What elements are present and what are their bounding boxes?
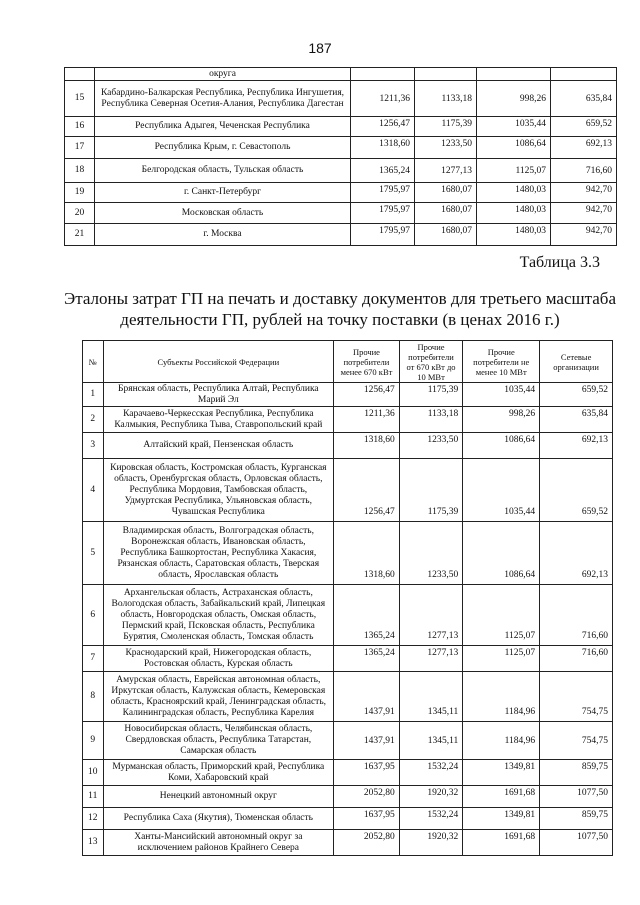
row-number: 20 — [65, 203, 95, 224]
row-number: 3 — [83, 433, 104, 459]
value-cell: 1256,47 — [334, 383, 400, 407]
value-cell: 1125,07 — [477, 159, 551, 183]
value-cell: 1086,64 — [463, 433, 540, 459]
table-row — [83, 808, 613, 830]
subjects-cell: округа — [95, 68, 351, 81]
value-cell: 1437,91 — [334, 722, 400, 760]
subjects-cell: Ханты-Мансийский автономный округ за исключением районов Крайнего Севера — [103, 830, 334, 856]
value-cell: 942,70 — [551, 203, 617, 224]
value-cell: 1349,81 — [463, 808, 540, 830]
value-cell: 1365,24 — [334, 585, 400, 646]
table-row — [83, 383, 613, 407]
value-cell: 1184,96 — [463, 672, 540, 722]
subjects-cell: Белгородская область, Тульская область — [95, 159, 351, 183]
table-row — [65, 203, 617, 224]
value-cell: 635,84 — [551, 81, 617, 117]
row-number: 21 — [65, 224, 95, 246]
header-subjects: Субъекты Российской Федерации — [103, 341, 334, 383]
subjects-cell: г. Москва — [95, 224, 351, 246]
value-cell: 1691,68 — [463, 786, 540, 808]
subjects-cell: г. Санкт-Петербург — [95, 183, 351, 203]
header-c1: Прочие потребители менее 670 кВт — [334, 341, 400, 383]
value-cell: 716,60 — [540, 585, 613, 646]
table-row — [83, 585, 613, 646]
value-cell: 1125,07 — [463, 585, 540, 646]
value-cell: 1920,32 — [399, 786, 463, 808]
value-cell: 1795,97 — [351, 224, 415, 246]
subjects-cell: Брянская область, Республика Алтай, Республика Марий Эл — [103, 383, 334, 407]
value-cell: 659,52 — [540, 383, 613, 407]
value-cell: 1233,50 — [399, 522, 463, 585]
value-cell: 1086,64 — [463, 522, 540, 585]
table-row — [65, 137, 617, 159]
value-cell: 1086,64 — [477, 137, 551, 159]
value-cell: 1437,91 — [334, 672, 400, 722]
value-cell: 692,13 — [551, 137, 617, 159]
value-cell: 1277,13 — [399, 585, 463, 646]
value-cell: 1637,95 — [334, 808, 400, 830]
header-c2: Прочие потребители от 670 кВт до 10 МВт — [399, 341, 463, 383]
value-cell: 635,84 — [540, 407, 613, 433]
row-number: 5 — [83, 522, 104, 585]
value-cell: 1318,60 — [351, 137, 415, 159]
value-cell: 1211,36 — [334, 407, 400, 433]
table-row — [83, 522, 613, 585]
value-cell: 1795,97 — [351, 183, 415, 203]
value-cell: 1680,07 — [415, 183, 477, 203]
subjects-cell: Республика Адыгея, Чеченская Республика — [95, 117, 351, 137]
subjects-cell: Владимирская область, Волгоградская область, Воронежская область, Ивановская область, Республика Башкортостан, Республика Хакасия, Рязанская область, Саратовская область, Тверская область, Ярославская область — [103, 522, 334, 585]
subjects-cell: Ненецкий автономный округ — [103, 786, 334, 808]
table-row — [83, 646, 613, 672]
row-number: 16 — [65, 117, 95, 137]
value-cell: 1318,60 — [334, 433, 400, 459]
value-cell: 942,70 — [551, 224, 617, 246]
value-cell: 1035,44 — [477, 117, 551, 137]
value-cell: 1035,44 — [463, 459, 540, 522]
value-cell: 1680,07 — [415, 224, 477, 246]
value-cell: 1795,97 — [351, 203, 415, 224]
row-number: 11 — [83, 786, 104, 808]
value-cell: 2052,80 — [334, 786, 400, 808]
value-cell: 1480,03 — [477, 224, 551, 246]
value-cell: 1532,24 — [399, 808, 463, 830]
value-cell: 1345,11 — [399, 672, 463, 722]
value-cell: 754,75 — [540, 672, 613, 722]
value-cell: 692,13 — [540, 433, 613, 459]
value-cell: 1175,39 — [399, 383, 463, 407]
value-cell: 1077,50 — [540, 786, 613, 808]
row-number: 15 — [65, 81, 95, 117]
row-number: 4 — [83, 459, 104, 522]
table-label: Таблица 3.3 — [519, 254, 600, 271]
header-row — [83, 341, 613, 383]
table-row — [65, 183, 617, 203]
value-cell: 716,60 — [551, 159, 617, 183]
value-cell: 2052,80 — [334, 830, 400, 856]
value-cell: 1691,68 — [463, 830, 540, 856]
table-row — [83, 459, 613, 522]
value-cell: 1175,39 — [399, 459, 463, 522]
row-number: 2 — [83, 407, 104, 433]
row-number: 6 — [83, 585, 104, 646]
value-cell: 659,52 — [540, 459, 613, 522]
table-row — [83, 760, 613, 786]
subjects-cell: Республика Саха (Якутия), Тюменская область — [103, 808, 334, 830]
subjects-cell: Кабардино-Балкарская Республика, Республика Ингушетия, Республика Северная Осетия-Алания, Республика Дагестан — [95, 81, 351, 117]
table-row — [83, 407, 613, 433]
value-cell: 1480,03 — [477, 183, 551, 203]
row-number: 12 — [83, 808, 104, 830]
value-cell: 1365,24 — [351, 159, 415, 183]
value-cell: 1035,44 — [463, 383, 540, 407]
subjects-cell: Кировская область, Костромская область, Курганская область, Оренбургская область, Орловская область, Республика Мордовия, Тамбовская область, Удмуртская Республика, Ульяновская область, Чувашская Республика — [103, 459, 334, 522]
value-cell: 1077,50 — [540, 830, 613, 856]
value-cell: 754,75 — [540, 722, 613, 760]
value-cell: 1256,47 — [351, 117, 415, 137]
header-no: № — [83, 341, 104, 383]
table-row — [65, 159, 617, 183]
table-row — [83, 672, 613, 722]
value-cell: 1184,96 — [463, 722, 540, 760]
row-number: 13 — [83, 830, 104, 856]
header-c3: Прочие потребители не менее 10 МВт — [463, 341, 540, 383]
value-cell: 859,75 — [540, 760, 613, 786]
subjects-cell: Карачаево-Черкесская Республика, Республика Калмыкия, Республика Тыва, Ставропольский край — [103, 407, 334, 433]
subjects-cell: Московская область — [95, 203, 351, 224]
table-row — [65, 81, 617, 117]
value-cell: 1345,11 — [399, 722, 463, 760]
row-number: 9 — [83, 722, 104, 760]
row-number: 8 — [83, 672, 104, 722]
subjects-cell: Алтайский край, Пензенская область — [103, 433, 334, 459]
table-row-continuation — [65, 68, 617, 81]
value-cell: 998,26 — [477, 81, 551, 117]
continued-table — [64, 67, 617, 246]
value-cell: 942,70 — [551, 183, 617, 203]
value-cell: 1680,07 — [415, 203, 477, 224]
row-number: 17 — [65, 137, 95, 159]
value-cell: 1133,18 — [415, 81, 477, 117]
row-number: 1 — [83, 383, 104, 407]
page-number: 187 — [308, 40, 332, 56]
row-number: 10 — [83, 760, 104, 786]
value-cell: 1233,50 — [415, 137, 477, 159]
value-cell: 716,60 — [540, 646, 613, 672]
value-cell: 1920,32 — [399, 830, 463, 856]
subjects-cell: Республика Крым, г. Севастополь — [95, 137, 351, 159]
value-cell: 1211,36 — [351, 81, 415, 117]
table-row — [83, 433, 613, 459]
subjects-cell: Краснодарский край, Нижегородская область, Ростовская область, Курская область — [103, 646, 334, 672]
subjects-cell: Новосибирская область, Челябинская область, Свердловская область, Республика Татарстан, Самарская область — [103, 722, 334, 760]
table-row — [83, 786, 613, 808]
value-cell: 1480,03 — [477, 203, 551, 224]
row-number: 7 — [83, 646, 104, 672]
header-c4: Сетевые организации — [540, 341, 613, 383]
row-number: 18 — [65, 159, 95, 183]
table-row — [83, 830, 613, 856]
value-cell: 1318,60 — [334, 522, 400, 585]
value-cell: 1277,13 — [399, 646, 463, 672]
value-cell: 692,13 — [540, 522, 613, 585]
value-cell: 1277,13 — [415, 159, 477, 183]
value-cell: 659,52 — [551, 117, 617, 137]
value-cell: 1532,24 — [399, 760, 463, 786]
value-cell: 1125,07 — [463, 646, 540, 672]
subjects-cell: Архангельская область, Астраханская область, Вологодская область, Забайкальский край, Липецкая область, Новгородская область, Омская область, Пермский край, Псковская область, Республика Бурятия, Смоленская область, Томская область — [103, 585, 334, 646]
value-cell: 859,75 — [540, 808, 613, 830]
table-row — [83, 722, 613, 760]
value-cell: 1175,39 — [415, 117, 477, 137]
costs-table — [82, 340, 613, 856]
value-cell: 1365,24 — [334, 646, 400, 672]
subjects-cell: Мурманская область, Приморский край, Республика Коми, Хабаровский край — [103, 760, 334, 786]
table-title: Эталоны затрат ГП на печать и доставку документов для третьего масштаба деятельности ГП, рублей на точку поставки (в ценах 2016 г.) — [64, 289, 616, 329]
value-cell: 1133,18 — [399, 407, 463, 433]
value-cell: 1637,95 — [334, 760, 400, 786]
subjects-cell: Амурская область, Еврейская автономная область, Иркутская область, Калужская область, Кемеровская область, Красноярский край, Ленинградская область, Калининградская область, Республика Карелия — [103, 672, 334, 722]
value-cell: 1349,81 — [463, 760, 540, 786]
table-row — [65, 117, 617, 137]
value-cell: 1233,50 — [399, 433, 463, 459]
table-row — [65, 224, 617, 246]
value-cell: 998,26 — [463, 407, 540, 433]
row-number: 19 — [65, 183, 95, 203]
value-cell: 1256,47 — [334, 459, 400, 522]
